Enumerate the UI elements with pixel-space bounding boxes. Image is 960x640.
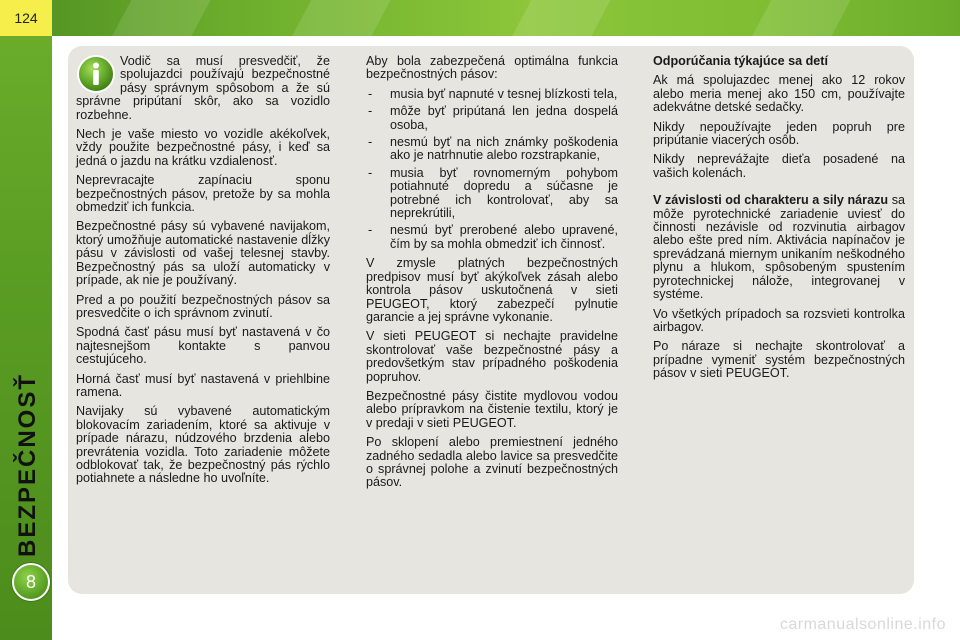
paragraph: Horná časť musí byť nastavená v priehlbine ramena. bbox=[76, 371, 330, 399]
paragraph: Ak má spolujazdec menej ako 12 rokov alebo meria menej ako 150 cm, používajte adekvátne detské sedačky. bbox=[653, 73, 905, 115]
intro-paragraph: Aby bola zabezpečená optimálna funkcia bezpečnostných pásov: bbox=[366, 54, 618, 82]
paragraph: Nikdy nepoužívajte jeden popruh pre pripútanie viacerých osôb. bbox=[653, 119, 905, 148]
list-item: - musia byť napnuté v tesnej blízkosti tela, bbox=[366, 88, 618, 101]
chapter-number-badge: 8 bbox=[12, 563, 50, 601]
header-band bbox=[0, 0, 960, 36]
paragraph: Neprevracajte zapínaciu sponu bezpečnostných pásov, pretože by sa mohla obmedziť ich funkcia. bbox=[76, 173, 330, 215]
paragraph: Vo všetkých prípadoch sa rozsvieti kontrolka airbagov. bbox=[653, 306, 905, 334]
list-item: - nesmú byť na nich známky poškodenia ako je natrhnutie alebo rozstrapkanie, bbox=[366, 136, 618, 163]
list-item: - musia byť rovnomerným pohybom potiahnuté dopredu a súčasne je potrebné ich kontrolovať, aby sa neprekrútili, bbox=[366, 167, 618, 221]
paragraph: Vodič sa musí presvedčiť, že spolujazdci používajú bezpečnostné pásy správnym spôsobom a že sú správne pripútaní skôr, ako sa vozidlo rozbehne. bbox=[76, 54, 330, 122]
paragraph: Po sklopení alebo premiestnení jedného zadného sedadla alebo lavice sa presvedčite o správnej polohe a zvinutí bezpečnostných pásov. bbox=[366, 435, 618, 490]
paragraph: V zmysle platných bezpečnostných predpisov musí byť akýkoľvek zásah alebo kontrola pásov uskutočnená v sieti PEUGEOT, ktorý zabezpečí pylnutie garancie a jej správne vykonanie. bbox=[366, 256, 618, 324]
paragraph: V sieti PEUGEOT si nechajte pravidelne skontrolovať vaše bezpečnostné pásy a predovšetkým stav prípadného poškodenia popruhov. bbox=[366, 329, 618, 384]
list-item: - nesmú byť prerobené alebo upravené, čím by sa mohla obmedziť ich činnosť. bbox=[366, 224, 618, 251]
pretensioner-paragraph bbox=[653, 194, 905, 301]
watermark: carmanualsonline.info bbox=[779, 616, 946, 633]
column-1 bbox=[76, 55, 330, 492]
paragraph: Pred a po použití bezpečnostných pásov sa presvedčite o ich správnom zvinutí. bbox=[76, 292, 330, 320]
requirements-list bbox=[366, 88, 618, 251]
list-item: - môže byť pripútaná len jedna dospelá osoba, bbox=[366, 105, 618, 132]
paragraph: Navijaky sú vybavené automatickým blokovacím zariadením, ktoré sa aktivuje v prípade nárazu, núdzového brzdenia alebo prevrátenia vozidla. Toto zariadenie môžete odblokovať tak, že bezpečnostný pás rýchlo potiahnete a následne ho uvoľníte. bbox=[76, 404, 330, 486]
paragraph: Bezpečnostné pásy sú vybavené navijakom, ktorý umožňuje automatické nastavenie dĺžky pásu v závislosti od vašej telesnej stavby. Bezpečnostný pás sa uloží automaticky v prípade, ak nie je používaný. bbox=[76, 219, 330, 288]
paragraph: Spodná časť pásu musí byť nastavená v čo najtesnejšom kontakte s panvou cestujúceho. bbox=[76, 325, 330, 367]
pretensioner-text: sa môže pyrotechnické zariadenie uviesť do činnosti nezávisle od rozvinutia airbagov alebo ešte pred ním. Aktivácia napínačov je sprevádzaná miernym unikaním neškodného plynu a hlukom, spôsobeným spustením pyrotechnickej nálože, integrovanej v systéme. bbox=[653, 193, 905, 302]
paragraph: Po náraze si nechajte skontrolovať a prípadne vymeniť systém bezpečnostných pásov v sieti PEUGEOT. bbox=[653, 339, 905, 381]
chapter-title: BEZPEČNOSŤ bbox=[14, 372, 41, 558]
page-number: 124 bbox=[0, 0, 52, 36]
paragraph: Nikdy neprevážajte dieťa posadené na vašich kolenách. bbox=[653, 152, 905, 180]
column-3 bbox=[653, 55, 905, 387]
paragraph: Bezpečnostné pásy čistite mydlovou vodou alebo prípravkom na čistenie textilu, ktorý je v predaji v sieti PEUGEOT. bbox=[366, 388, 618, 430]
section-heading: Odporúčania týkajúce sa detí bbox=[653, 54, 828, 68]
paragraph: Nech je vaše miesto vo vozidle akékoľvek, vždy použite bezpečnostné pásy, i keď sa jedná o jazdu na krátku vzdialenosť. bbox=[76, 127, 330, 168]
column-2 bbox=[366, 55, 618, 496]
pretensioner-lead: V závislosti od charakteru a sily nárazu bbox=[653, 193, 889, 208]
